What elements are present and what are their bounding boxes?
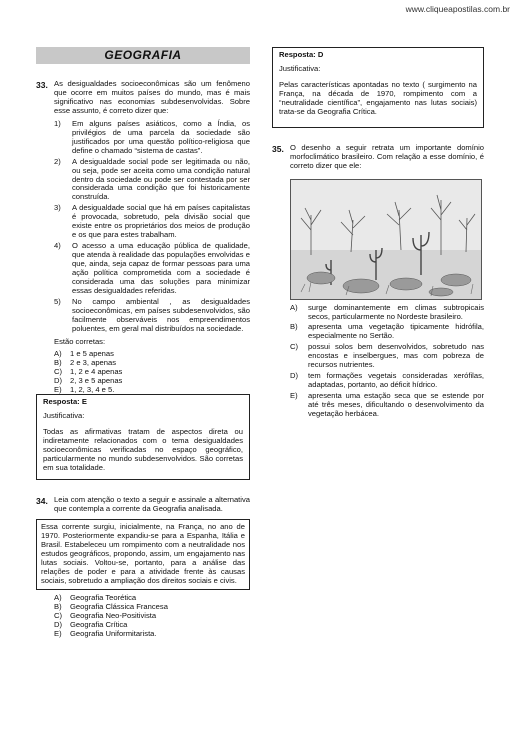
answer-box [272,47,484,128]
option-letter: E) [54,628,62,638]
option-text: 1, 2 e 4 apenas [70,366,123,376]
left-column [36,47,250,638]
statement-item [54,204,250,240]
question-35 [272,144,484,171]
option-text: Geografia Teorética [70,592,137,602]
statement-list [54,120,250,334]
justification-label: Justificativa: [279,63,321,73]
question-text: Leia com atenção o texto a seguir e assinale a alternativa que contempla a corrente da Geografia analisada. [54,495,250,514]
statement-item [54,158,250,203]
options-list [54,594,250,639]
question-33 [36,80,250,116]
option-letter: B) [54,357,62,367]
option-text: tem formações vegetais consideradas xerófilas, adaptadas, portanto, ao déficit hídrico. [308,371,484,390]
option-letter: B) [54,601,62,611]
statement-item [54,298,250,334]
option-letter: A) [54,592,62,602]
statement-item [54,242,250,296]
statement-number: 4) [54,241,61,251]
statement-number: 5) [54,296,61,306]
question-number: 33. [36,80,48,90]
justification-text: Pelas características apontadas no texto ( surgimento na França, na década de 1970, rompimento com a “neutralidade científica”, engajamento nas lutas sociais) trata-se da Geografia Crítica. [279,79,477,116]
right-column [272,47,484,421]
quoted-text-box: Essa corrente surgiu, inicialmente, na França, no ano de 1970. Posteriormente expandiu-se para a Espanha, Itália e Brasil. Estabeleceu um rompimento com a neutralidade nos estudos geográficos, propondo, assim, um engajamento nas lutas sociais. Voltou-se, portanto, para a análise das relações de poder e para a atividade frente às causas sociais, sobretudo a ampliação dos direitos sociais e civis. [36,519,250,590]
caatinga-illustration [290,179,482,300]
option-a [290,304,484,322]
option-text: 2 e 3, apenas [70,357,117,367]
statement-number: 1) [54,118,61,128]
option-text: possui solos bem desenvolvidos, sobretudo nas encostas e inselbergues, mas com pobreza de recursos nutrientes. [308,342,484,370]
site-url[interactable]: www.cliqueapostilas.com.br [405,4,510,14]
question-text: O desenho a seguir retrata um importante domínio morfoclimático brasileiro. Com relação a esse domínio, é correto dizer que ele: [290,142,484,170]
option-text: Geografia Uniformitarista. [70,628,157,638]
options-list [290,304,484,419]
option-e [290,392,484,419]
option-letter: A) [54,348,62,358]
option-text: apresenta uma estação seca que se estende por até três meses, dificultando o desenvolvimento da vegetação herbácea. [308,391,484,419]
option-d [290,372,484,390]
option-e [54,630,250,639]
option-letter: B) [290,322,298,332]
option-c [290,343,484,370]
option-letter: D) [290,371,299,381]
option-letter: E) [54,384,62,394]
justification-text: Todas as afirmativas tratam de aspectos direta ou indiretamente relacionados com o tema desigualdades socioeconômicas verificadas no espaço geográfico, particularmente no mundo subdesenvolvidos. São corretas em sua totalidade. [43,427,243,473]
statement-text: Em alguns países asiáticos, como a Índia, os privilégios de uma parcela da sociedade são justificados por uma questão político-religiosa que define o chamado “sistema de castas”. [72,118,250,155]
statement-number: 2) [54,156,61,166]
option-letter: D) [54,619,63,629]
illustration-drawing [291,180,481,299]
section-header: GEOGRAFIA [36,47,250,64]
justification-label: Justificativa: [43,411,85,421]
question-34 [36,496,250,514]
option-text: Geografia Crítica [70,619,128,629]
statement-text: No campo ambiental , as desigualdades socioeconômicas, em países subdesenvolvidos, são facilmente observáveis nos empreendimentos poluentes, em geral mal distribuídos na sociedade. [72,296,250,333]
question-number: 34. [36,496,48,507]
option-b [290,323,484,341]
option-letter: C) [290,342,299,352]
question-text: As desigualdades socioeconômicas são um fenômeno que ocorre em muitos países do mundo, mas é mais significativo nas economias subdesenvolvidas. Sobre esse assunto, é correto dizer que: [54,79,250,115]
answer-box [36,394,250,480]
statement-number: 3) [54,203,61,213]
option-text: surge dominantemente em climas subtropicais secos, particularmente no Nordeste brasileiro. [308,302,484,321]
statement-text: O acesso a uma educação pública de qualidade, que atenda à realidade das populações envolvidas e que, ainda, seja capaz de formar pessoas para uma ação política comprometida com a sociedade é considerada uma das soluções para minimizar essas desigualdades referidas. [72,241,250,295]
statement-text: A desigualdade social pode ser legitimada ou não, ou seja, pode ser aceita como uma condição natural dentro da sociedade ou pode ser contestada por ser considerada uma condição que foi historicamente construída. [72,156,250,202]
option-e [54,386,250,395]
option-letter: A) [290,302,298,312]
option-text: apresenta uma vegetação tipicamente hidrófila, especialmente no Sertão. [308,322,484,341]
statement-text: A desigualdade social que há em países capitalistas é provocada, sobretudo, pela divisão social que existe entre os proprietários dos meios de produção e os que para estes trabalham. [72,203,250,240]
answer-label: Resposta: D [279,50,324,59]
option-letter: E) [290,391,298,401]
option-letter: D) [54,375,63,385]
option-letter: C) [54,366,63,376]
option-text: Geografia Clássica Francesa [70,601,168,611]
option-letter: C) [54,610,63,620]
option-text: Geografia Neo-Positivista [70,610,157,620]
question-number: 35. [272,143,284,154]
option-text: 1, 2, 3, 4 e 5. [70,384,115,394]
options-list [54,350,250,395]
correct-label: Estão corretas: [54,336,106,346]
answer-label: Resposta: E [43,397,87,407]
option-text: 1 e 5 apenas [70,348,114,358]
option-text: 2, 3 e 5 apenas [70,375,123,385]
statement-item [54,120,250,156]
